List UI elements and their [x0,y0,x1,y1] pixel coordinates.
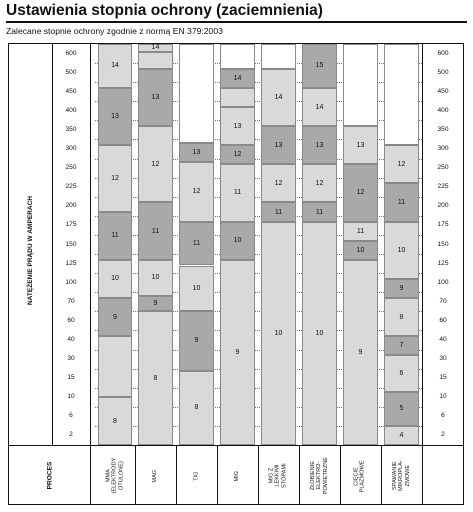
amperage-left-500: 500 [65,68,77,76]
process-name-1 [135,450,176,502]
column-separator [90,445,91,505]
amperage-right-450: 450 [437,87,449,95]
amperage-right-250: 250 [437,164,449,172]
shade-cell: 14 [98,44,132,88]
page-title: Ustawienia stopnia ochrony (zaciemnienia) [6,2,323,19]
process-name-text: TIG [193,471,200,481]
process-name-4 [258,450,299,502]
shade-cell [343,44,378,126]
shade-cell: 9 [384,279,419,298]
shade-cell: 10 [138,260,173,296]
shade-cell [138,52,173,69]
process-name-text: MMA (ELEKTRODY OTULONE) [105,458,125,494]
shade-cell: 14 [220,69,255,88]
amperage-left-10: 10 [67,393,75,401]
shade-cell: 12 [179,162,214,221]
amperage-right-2: 2 [441,431,445,439]
column-separator [52,44,53,445]
shade-cell: 9 [138,296,173,311]
shade-cell: 11 [343,222,378,241]
title-rule [6,21,467,23]
shade-cell: 9 [98,298,132,336]
column-separator [422,44,423,445]
shade-cell [384,44,419,145]
shade-cell: 11 [261,202,296,221]
subtitle: Zalecane stopnie ochrony zgodnie z normą EN 379:2003 [6,26,223,36]
shade-cell: 14 [261,69,296,126]
process-name-0 [95,450,135,502]
shade-cell: 11 [179,222,214,266]
process-name-5 [299,450,340,502]
amperage-axis-label [14,60,48,440]
amperage-left-150: 150 [65,240,77,248]
process-name-text: MIG Z LEKKIMI STOPAMI [268,463,288,489]
shade-cell: 13 [343,126,378,164]
process-name-text: ŻŁOBIENIE ELEKTRO- POWIETRZNE [309,457,329,495]
amperage-right-60: 60 [439,316,447,324]
column-separator [90,44,91,445]
process-name-2 [176,450,217,502]
shade-cell: 10 [261,222,296,445]
shade-cell: 12 [261,164,296,202]
amperage-left-70: 70 [67,297,75,305]
shade-cell: 13 [302,126,337,164]
shade-cell: 13 [179,143,214,162]
shade-cell [220,44,255,69]
amperage-left-400: 400 [65,106,77,114]
process-name-text: MIG [234,470,241,482]
shade-cell: 13 [98,88,132,145]
shade-cell: 11 [138,202,173,259]
shade-cell: 13 [261,126,296,164]
amperage-left-350: 350 [65,125,77,133]
shade-cell: 12 [138,126,173,202]
amperage-right-100: 100 [437,278,449,286]
shade-cell: 12 [220,145,255,164]
shade-cell: 11 [302,202,337,221]
shade-cell: 15 [302,44,337,88]
shade-cell: 10 [302,222,337,445]
amperage-right-40: 40 [439,335,447,343]
shade-cell: 9 [179,311,214,370]
shade-cell: 10 [343,241,378,260]
process-name-3 [217,450,258,502]
shade-cell: 7 [384,336,419,355]
amperage-right-10: 10 [439,393,447,401]
amperage-left-600: 600 [65,49,77,57]
amperage-axis-label-text: NATĘŻENIE PRĄDU W AMPERACH [27,195,35,305]
shade-cell: 14 [138,44,173,52]
amperage-left-100: 100 [65,278,77,286]
process-label-text: PROCES [46,461,54,489]
shade-cell: 12 [98,145,132,212]
column-separator [422,445,423,505]
amperage-right-600: 600 [437,49,449,57]
amperage-right-175: 175 [437,221,449,229]
shade-cell: 13 [138,69,173,126]
shade-cell: 10 [98,260,132,298]
amperage-left-225: 225 [65,183,77,191]
amperage-right-125: 125 [437,259,449,267]
shade-cell: 10 [220,222,255,260]
amperage-left-250: 250 [65,164,77,172]
amperage-right-6: 6 [441,412,445,420]
shade-cell: 13 [220,107,255,145]
amperage-right-70: 70 [439,297,447,305]
amperage-left-450: 450 [65,87,77,95]
shade-cell [220,88,255,107]
shade-cell: 12 [384,145,419,183]
shade-cell: 8 [138,311,173,445]
shade-cell: 11 [98,212,132,260]
amperage-left-30: 30 [67,355,75,363]
process-label [20,450,80,500]
amperage-right-225: 225 [437,183,449,191]
amperage-left-2: 2 [69,431,73,439]
process-name-text: SPAWANIE MIKROPLA- ZMOWE [391,460,411,492]
shade-cell: 5 [384,392,419,426]
header-divider [8,445,464,446]
shade-cell: 10 [179,266,214,312]
amperage-left-60: 60 [67,316,75,324]
process-name-text: MAG [152,469,159,483]
process-name-text: CIĘCIE PLAZMOWE [354,459,367,493]
amperage-right-350: 350 [437,125,449,133]
process-name-7 [381,450,422,502]
amperage-left-300: 300 [65,145,77,153]
shade-cell: 8 [384,298,419,336]
amperage-right-400: 400 [437,106,449,114]
amperage-left-6: 6 [69,412,73,420]
amperage-left-15: 15 [67,374,75,382]
shade-cell [98,336,132,397]
amperage-right-500: 500 [437,68,449,76]
shade-cell: 9 [220,260,255,445]
amperage-right-300: 300 [437,145,449,153]
shade-cell: 9 [343,260,378,445]
shade-cell: 11 [220,164,255,221]
amperage-left-200: 200 [65,202,77,210]
shade-cell: 8 [179,371,214,445]
amperage-left-40: 40 [67,335,75,343]
shade-cell: 12 [302,164,337,202]
shade-cell: 8 [98,397,132,445]
amperage-right-30: 30 [439,355,447,363]
amperage-left-175: 175 [65,221,77,229]
amperage-right-15: 15 [439,374,447,382]
amperage-right-150: 150 [437,240,449,248]
shade-cell: 12 [343,164,378,221]
shade-cell: 11 [384,183,419,221]
shade-cell: 10 [384,222,419,279]
shade-cell [179,44,214,143]
shade-cell: 6 [384,355,419,391]
shade-cell [261,44,296,69]
shade-cell: 4 [384,426,419,445]
amperage-left-125: 125 [65,259,77,267]
shade-cell: 14 [302,88,337,126]
process-name-6 [340,450,381,502]
amperage-right-200: 200 [437,202,449,210]
